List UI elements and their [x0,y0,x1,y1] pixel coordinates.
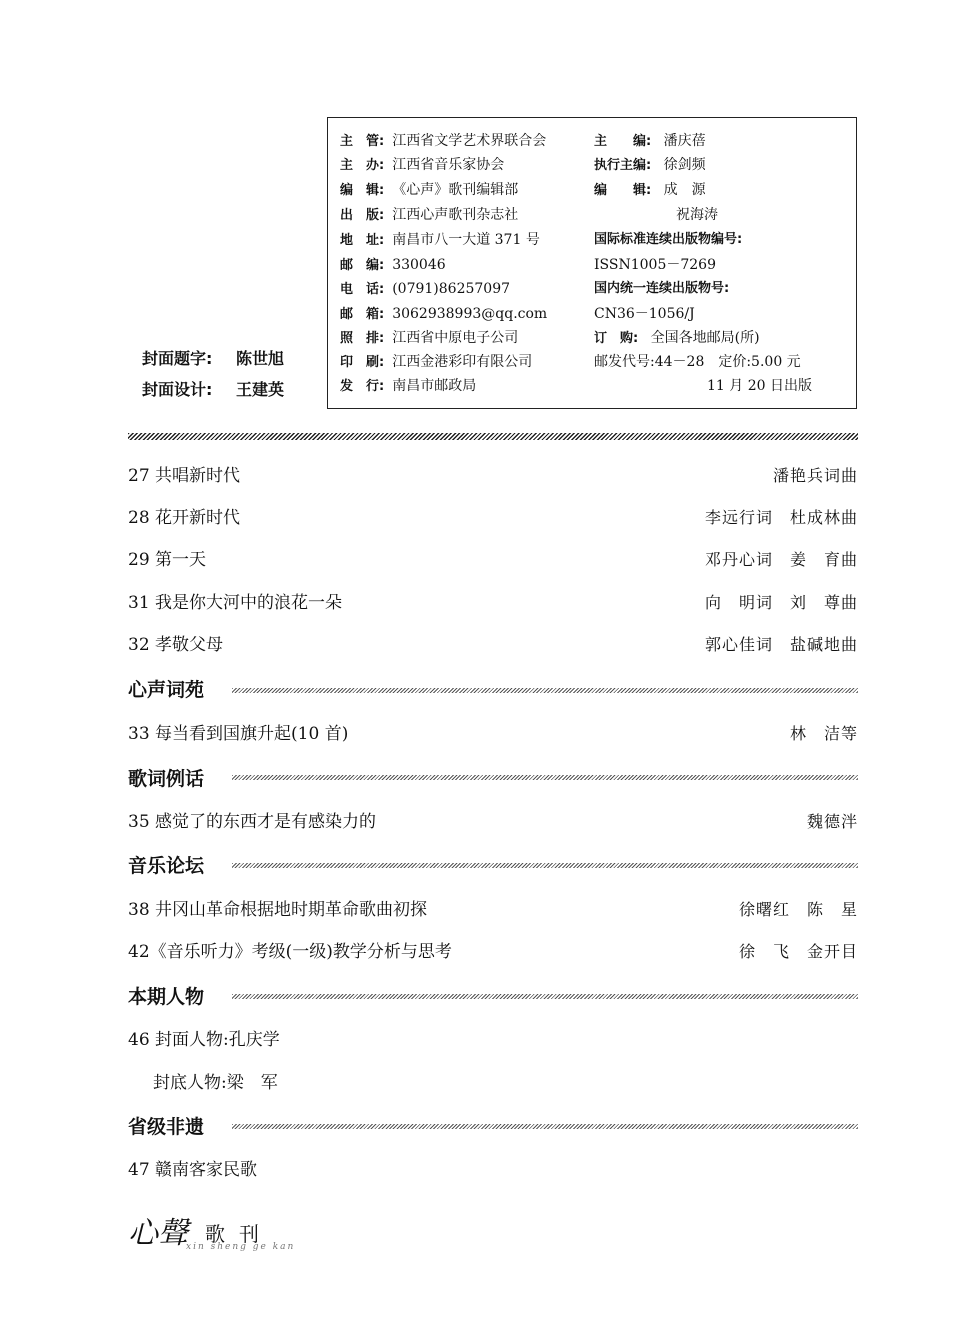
masthead-label: 照 排: [340,331,385,346]
toc-entry: 封底人物:梁 军 [153,1073,278,1093]
masthead-label: 编 辑: [340,183,385,198]
section-divider [232,688,858,693]
editors [594,181,706,200]
masthead-row [340,329,518,348]
masthead-row [340,132,546,151]
toc-entry: 38 井冈山革命根据地时期革命歌曲初探 [128,900,428,920]
toc-author: 林 洁等 [789,724,858,743]
editors-name-1: 成 源 [663,182,706,198]
section-title-music-forum: 音乐论坛 [128,855,205,877]
cover-title-label: 封面题字: [142,349,213,368]
logo-text: 歌刊 [205,1222,273,1246]
toc-entry: 27 共唱新时代 [128,466,241,486]
editor-name: 潘庆蓓 [663,133,706,149]
toc-author: 向 明词 刘 尊曲 [704,593,858,612]
subscription [594,329,760,348]
section-divider [232,863,858,868]
masthead-value: 3062938993@qq.com [392,306,548,322]
masthead-row [340,206,518,225]
masthead-value: 江西心声歌刊杂志社 [392,207,519,223]
masthead-label: 主 办: [340,158,385,173]
masthead-value: 江西省音乐家协会 [392,157,505,173]
masthead-value: 330046 [392,257,446,273]
cover-design-credit [142,377,284,400]
section-title-lyrics-garden: 心声词苑 [128,679,205,701]
exec-name: 徐剑频 [663,157,706,173]
masthead-row [340,231,540,250]
cover-design-name: 王建英 [235,380,284,399]
masthead-value: (0791)86257097 [392,281,511,297]
masthead-label: 邮 箱: [340,307,385,322]
masthead-label: 电 话: [340,282,385,297]
masthead-row [340,156,504,175]
cover-title-name: 陈世旭 [235,349,284,368]
masthead-value: 南昌市八一大道 371 号 [392,232,540,248]
editors-label: 编 辑: [594,183,652,198]
masthead-value: 《心声》歌刊编辑部 [392,182,519,198]
order-label: 订 购: [594,331,639,346]
toc-author: 李远行词 杜成林曲 [704,508,858,527]
toc-entry: 31 我是你大河中的浪花一朵 [128,593,343,613]
toc-author: 魏德泮 [806,812,858,831]
exec-label: 执行主编: [594,158,652,173]
order-value: 全国各地邮局(所) [650,330,760,346]
masthead-value: 江西省中原电子公司 [392,330,519,346]
masthead-value: 江西金港彩印有限公司 [392,354,533,370]
masthead-label: 发 行: [340,379,385,394]
executive-editor [594,156,706,175]
masthead-label: 地 址: [340,233,385,248]
toc-entry: 29 第一天 [128,550,207,570]
toc-entry: 28 花开新时代 [128,508,241,528]
masthead-label: 出 版: [340,208,385,223]
toc-author: 郭心佳词 盐碱地曲 [704,635,858,654]
section-divider [232,1124,858,1129]
toc-entry: 42《音乐听力》考级(一级)教学分析与思考 [128,942,452,962]
masthead-row [340,280,510,299]
main-divider [128,433,858,440]
editor-in-chief [594,132,706,151]
section-title-lyrics-examples: 歌词例话 [128,768,205,790]
editors-name-2: 祝海涛 [676,207,718,223]
masthead-row [340,256,446,275]
toc-entry: 47 赣南客家民歌 [128,1160,258,1180]
toc-entry: 46 封面人物:孔庆学 [128,1030,280,1050]
postal-code-price: 邮发代号:44－28 定价:5.00 元 [594,354,801,370]
masthead-row [340,305,547,324]
section-title-intangible-heritage: 省级非遗 [128,1116,205,1138]
toc-entry: 35 感觉了的东西才是有感染力的 [128,812,377,832]
toc-entry: 33 每当看到国旗升起(10 首) [128,724,349,744]
toc-author: 潘艳兵词曲 [772,466,858,485]
cover-design-label: 封面设计: [142,380,213,399]
toc-author: 徐 飞 金开目 [738,942,858,961]
cover-title-credit [142,346,284,369]
publication-date: 11 月 20 日出版 [707,378,812,394]
masthead-label: 主 管: [340,134,385,149]
issn-label: 国际标准连续出版物编号: [594,232,743,247]
masthead-row [340,377,476,396]
masthead-value: 江西省文学艺术界联合会 [392,133,547,149]
masthead-label: 邮 编: [340,258,385,273]
issn-value: ISSN1005－7269 [594,257,716,273]
editor-label: 主 编: [594,134,652,149]
section-divider [232,775,858,780]
toc-author: 徐曙红 陈 星 [738,900,858,919]
cn-label: 国内统一连续出版物号: [594,281,730,296]
masthead-value: 南昌市邮政局 [392,378,477,394]
toc-entry: 32 孝敬父母 [128,635,224,655]
toc-author: 邓丹心词 姜 育曲 [704,550,858,569]
masthead-row [340,181,518,200]
section-divider [232,994,858,999]
cn-value: CN36－1056/J [594,306,695,322]
logo-pinyin: xin sheng ge kan [186,1242,296,1252]
section-title-featured-people: 本期人物 [128,986,205,1008]
masthead-row [340,353,532,372]
masthead-label: 印 刷: [340,355,385,370]
logo-calligraphy: 心聲 [128,1216,188,1251]
